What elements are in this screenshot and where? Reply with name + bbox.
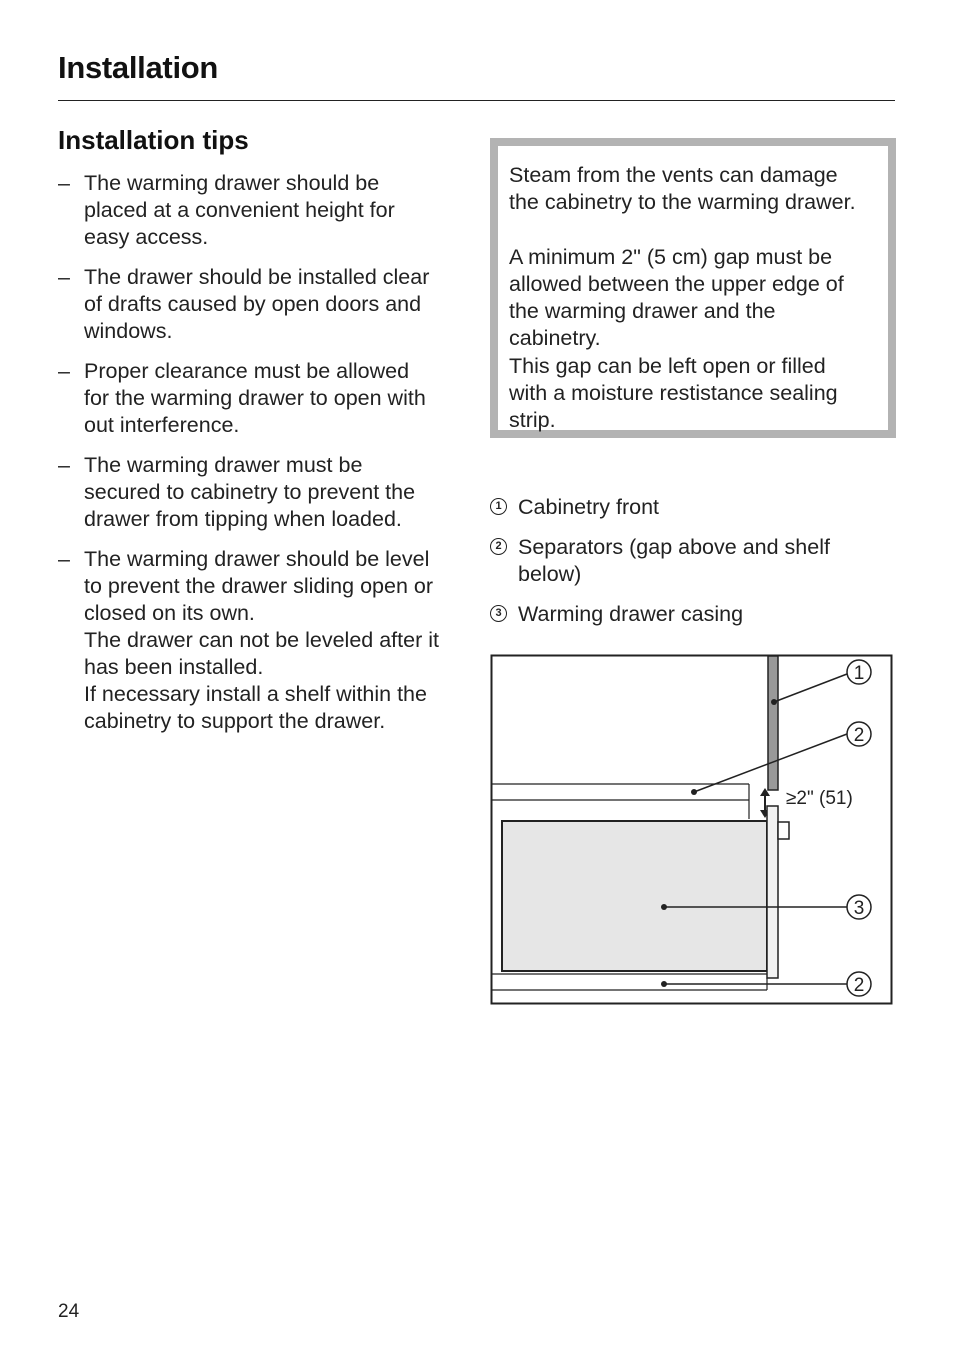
tip-text: to prevent the drawer sliding open or xyxy=(84,574,433,598)
page-number: 24 xyxy=(58,1301,80,1322)
circled-number-icon: 1 xyxy=(490,498,507,515)
leader-dot-3 xyxy=(661,904,667,910)
note-text: This gap can be left open or filled xyxy=(509,353,826,378)
note-text: the warming drawer and the xyxy=(509,299,776,324)
dash-bullet: – xyxy=(58,359,70,383)
page-title: Installation xyxy=(58,50,219,85)
warming-drawer-casing xyxy=(502,821,767,971)
tip-item xyxy=(58,358,468,439)
callout-number: 1 xyxy=(853,663,865,684)
tip-text: cabinetry to support the drawer. xyxy=(84,709,386,733)
legend-text: Warming drawer casing xyxy=(518,602,744,626)
note-text: Steam from the vents can damage xyxy=(509,163,838,187)
circled-number-icon: 2 xyxy=(490,538,507,555)
paragraph-spacer xyxy=(509,217,888,244)
leader-dot-1 xyxy=(771,699,777,705)
tip-text: placed at a convenient height for xyxy=(84,198,395,222)
warming-drawer-front xyxy=(767,806,778,978)
legend-text: below) xyxy=(518,562,582,586)
installation-tips-list xyxy=(58,170,468,748)
dash-bullet: – xyxy=(58,171,70,195)
title-divider xyxy=(58,100,895,101)
tip-text: for the warming drawer to open with xyxy=(84,386,426,410)
callout-number: 3 xyxy=(853,898,865,919)
installation-diagram xyxy=(490,654,894,1006)
tip-item xyxy=(58,170,468,251)
leader-dot-2 xyxy=(691,789,697,795)
tip-text: out interference. xyxy=(84,413,240,437)
note-text: A minimum 2" (5 cm) gap must be xyxy=(509,244,833,269)
legend-item-separators xyxy=(490,534,900,588)
dash-bullet: – xyxy=(58,547,70,571)
callout-number: 2 xyxy=(853,725,865,746)
tip-text: windows. xyxy=(84,319,173,343)
tip-text: The warming drawer should be xyxy=(84,171,380,195)
note-text: cabinetry. xyxy=(509,326,601,351)
note-text: allowed between the upper edge of xyxy=(509,271,844,296)
tip-text: of drafts caused by open doors and xyxy=(84,292,422,316)
tip-text: has been installed. xyxy=(84,655,264,679)
legend-text: Separators (gap above and shelf xyxy=(518,535,830,559)
tip-text: The warming drawer should be level xyxy=(84,547,430,571)
callout-number: 2 xyxy=(853,975,865,996)
legend-item-cabinetry-front xyxy=(490,494,900,521)
section-heading: Installation tips xyxy=(58,125,249,155)
tip-item xyxy=(58,264,468,345)
tip-text: If necessary install a shelf within the xyxy=(84,682,427,706)
legend-item-drawer-casing xyxy=(490,601,900,628)
circled-number-icon: 3 xyxy=(490,605,507,622)
dash-bullet: – xyxy=(58,453,70,477)
dash-bullet: – xyxy=(58,265,70,289)
tip-text: closed on its own. xyxy=(84,601,255,625)
note-text: strip. xyxy=(509,408,556,433)
tip-item xyxy=(58,452,468,533)
note-text: the cabinetry to the warming drawer. xyxy=(509,190,856,215)
tip-text: easy access. xyxy=(84,225,209,249)
diagram-legend xyxy=(490,494,900,641)
gap-dimension-label: ≥2" (51) xyxy=(786,788,853,809)
tip-text: Proper clearance must be allowed xyxy=(84,359,410,383)
leader-dot-4 xyxy=(661,981,667,987)
tip-item xyxy=(58,546,468,735)
cabinetry-front-panel xyxy=(768,656,778,790)
tip-text: The warming drawer must be xyxy=(84,453,363,477)
note-text: with a moisture restistance sealing xyxy=(509,381,838,406)
tip-text: The drawer should be installed clear xyxy=(84,265,430,289)
tip-text: drawer from tipping when loaded. xyxy=(84,507,402,531)
tip-text: secured to cabinetry to prevent the xyxy=(84,480,416,504)
legend-text: Cabinetry front xyxy=(518,495,660,519)
tip-text: The drawer can not be leveled after it xyxy=(84,628,439,652)
warning-note-box xyxy=(490,138,896,438)
drawer-handle xyxy=(778,822,789,839)
